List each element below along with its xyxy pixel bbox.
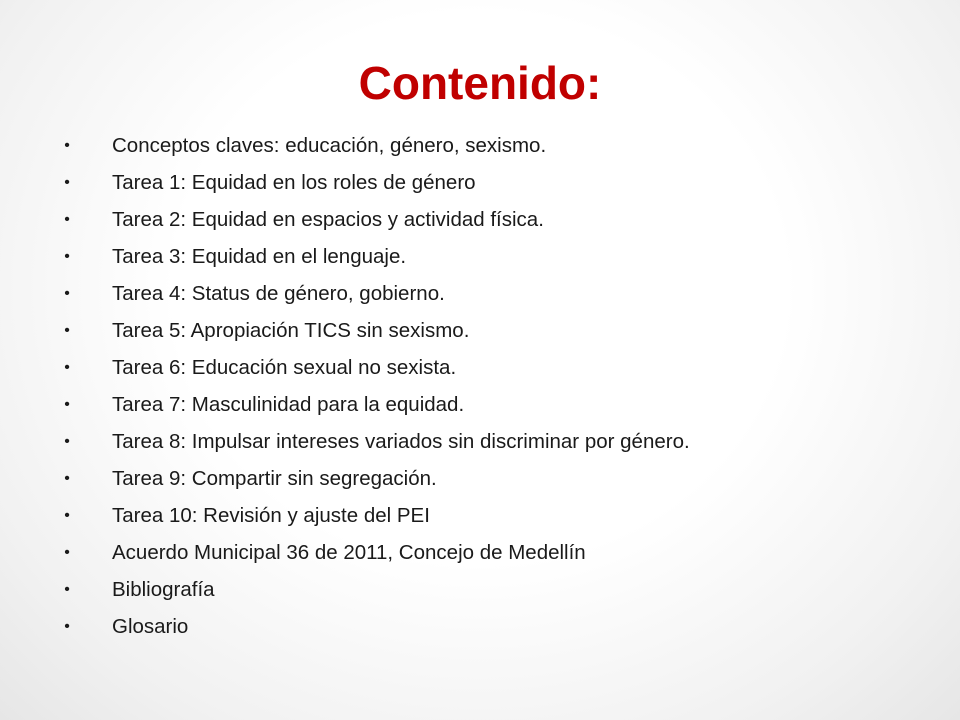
list-item-text: Tarea 7: Masculinidad para la equidad.: [112, 393, 465, 416]
list-item: [60, 571, 920, 608]
list-item-text: Tarea 4: Status de género, gobierno.: [112, 282, 445, 305]
list-item: [60, 534, 920, 571]
list-item-text: Tarea 10: Revisión y ajuste del PEI: [112, 504, 430, 527]
bullet-icon: •: [64, 137, 70, 154]
list-item: [60, 275, 920, 312]
list-item: [60, 164, 920, 201]
list-item: [60, 608, 920, 645]
bullet-icon: •: [64, 248, 70, 265]
bullet-icon: •: [64, 544, 70, 561]
list-item: [60, 349, 920, 386]
list-item-text: Acuerdo Municipal 36 de 2011, Concejo de Medellín: [112, 541, 586, 564]
content-list: [60, 127, 920, 645]
list-item: [60, 127, 920, 164]
list-item-text: Tarea 5: Apropiación TICS sin sexismo.: [112, 319, 470, 342]
bullet-icon: •: [64, 359, 70, 376]
list-item-text: Tarea 3: Equidad en el lenguaje.: [112, 245, 407, 268]
list-item: [60, 201, 920, 238]
list-item: [60, 386, 920, 423]
bullet-icon: •: [64, 507, 70, 524]
bullet-icon: •: [64, 581, 70, 598]
list-item-text: Tarea 2: Equidad en espacios y actividad física.: [112, 208, 544, 231]
list-item: [60, 238, 920, 275]
list-item-text: Bibliografía: [112, 578, 215, 601]
list-item-text: Conceptos claves: educación, género, sexismo.: [112, 134, 547, 157]
list-item-text: Tarea 8: Impulsar intereses variados sin discriminar por género.: [112, 430, 690, 453]
list-item-text: Tarea 6: Educación sexual no sexista.: [112, 356, 457, 379]
list-item-text: Tarea 1: Equidad en los roles de género: [112, 171, 476, 194]
list-item-text: Tarea 9: Compartir sin segregación.: [112, 467, 437, 490]
list-item: [60, 312, 920, 349]
bullet-icon: •: [64, 174, 70, 191]
list-item-text: Glosario: [112, 615, 189, 638]
bullet-icon: •: [64, 470, 70, 487]
list-item: [60, 497, 920, 534]
list-item: [60, 460, 920, 497]
bullet-icon: •: [64, 618, 70, 635]
bullet-icon: •: [64, 211, 70, 228]
bullet-icon: •: [64, 433, 70, 450]
list-item: [60, 423, 920, 460]
bullet-icon: •: [64, 396, 70, 413]
bullet-icon: •: [64, 322, 70, 339]
bullet-icon: •: [64, 285, 70, 302]
slide-title: Contenido:: [358, 57, 602, 109]
